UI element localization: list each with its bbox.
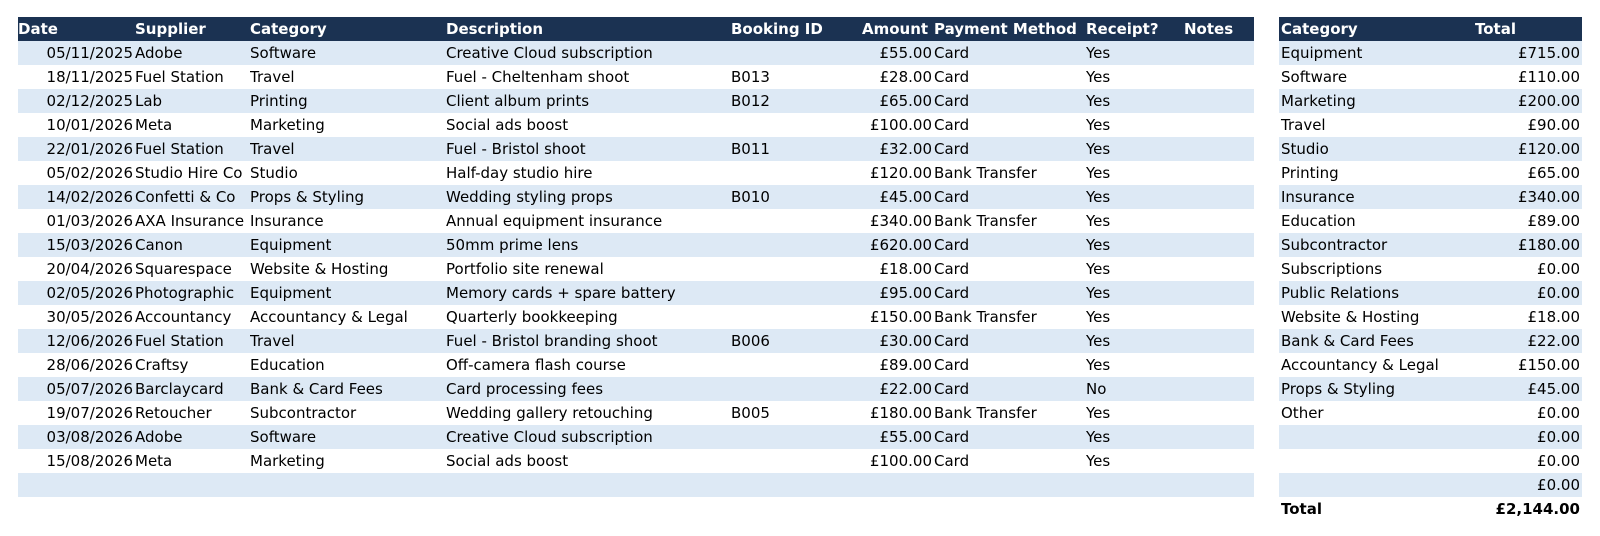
cell-date[interactable]: 28/06/2026 [46,356,133,374]
cell-description[interactable]: Creative Cloud subscription [446,44,653,62]
cell-category[interactable]: Studio [250,164,298,182]
expenses-table [18,17,1254,497]
table-row [18,137,1254,161]
table-row [18,113,1254,137]
cell-description[interactable]: Client album prints [446,92,590,110]
header-description[interactable]: Description [446,20,544,38]
cell-category[interactable]: Software [250,44,317,62]
cell-supplier[interactable]: Accountancy [135,308,232,326]
summary-cell-category[interactable]: Subcontractor [1281,236,1388,254]
summary-cell-category[interactable]: Website & Hosting [1281,308,1420,326]
table-row [18,281,1254,305]
cell-amount[interactable]: £100.00 [869,452,932,470]
cell-category[interactable]: Insurance [250,212,324,230]
cell-amount[interactable]: £22.00 [879,380,932,398]
cell-date[interactable]: 12/06/2026 [46,332,133,350]
cell-description[interactable]: Fuel - Cheltenham shoot [446,68,630,86]
cell-amount[interactable]: £45.00 [879,188,932,206]
cell-payment-method[interactable]: Card [934,236,970,254]
cell-receipt[interactable]: Yes [1086,284,1111,302]
summary-total-label[interactable]: Total [1281,500,1322,518]
summary-cell-total[interactable]: £150.00 [1517,356,1580,374]
summary-row [1279,281,1582,305]
table-row [18,401,1254,425]
summary-cell-total[interactable]: £0.00 [1537,260,1580,278]
cell-booking-id[interactable]: B010 [731,188,770,206]
cell-receipt[interactable]: Yes [1086,308,1111,326]
cell-payment-method[interactable]: Card [934,260,970,278]
cell-amount[interactable]: £89.00 [879,356,932,374]
cell-receipt[interactable]: Yes [1086,164,1111,182]
cell-category[interactable]: Props & Styling [250,188,365,206]
cell-category[interactable]: Education [250,356,325,374]
table-row [18,377,1254,401]
cell-amount[interactable]: £55.00 [879,428,932,446]
cell-payment-method[interactable]: Card [934,68,970,86]
cell-amount[interactable]: £340.00 [869,212,932,230]
cell-date[interactable]: 15/08/2026 [46,452,133,470]
category-summary-table [1279,17,1582,521]
cell-supplier[interactable]: Meta [135,116,173,134]
cell-date[interactable]: 18/11/2025 [46,68,133,86]
cell-date[interactable]: 30/05/2026 [46,308,133,326]
summary-row [1279,41,1582,65]
summary-row [1279,209,1582,233]
summary-cell-total[interactable]: £180.00 [1517,236,1580,254]
cell-amount[interactable]: £55.00 [879,44,932,62]
summary-cell-category[interactable]: Bank & Card Fees [1281,332,1414,350]
cell-receipt[interactable]: Yes [1086,188,1111,206]
cell-date[interactable]: 02/12/2025 [46,92,133,110]
table-row [18,353,1254,377]
cell-category[interactable]: Bank & Card Fees [250,380,383,398]
summary-row [1279,233,1582,257]
cell-category[interactable]: Travel [250,332,295,350]
table-row [18,257,1254,281]
cell-supplier[interactable]: AXA Insurance [135,212,245,230]
cell-supplier[interactable]: Craftsy [135,356,189,374]
table-row [18,233,1254,257]
cell-description[interactable]: Wedding gallery retouching [446,404,653,422]
cell-receipt[interactable]: Yes [1086,404,1111,422]
summary-cell-total[interactable]: £200.00 [1517,92,1580,110]
table-row [18,161,1254,185]
cell-description[interactable]: 50mm prime lens [446,236,579,254]
cell-supplier[interactable]: Adobe [135,428,183,446]
table-row [18,449,1254,473]
summary-cell-category[interactable]: Travel [1281,116,1326,134]
cell-description[interactable]: Card processing fees [446,380,604,398]
cell-receipt[interactable]: Yes [1086,212,1111,230]
cell-receipt[interactable]: Yes [1086,236,1111,254]
header-notes[interactable]: Notes [1184,20,1234,38]
cell-supplier[interactable]: Studio Hire Co [135,164,243,182]
cell-supplier[interactable]: Lab [135,92,163,110]
cell-payment-method[interactable]: Card [934,92,970,110]
cell-supplier[interactable]: Adobe [135,44,183,62]
summary-row [1279,257,1582,281]
cell-amount[interactable]: £150.00 [869,308,932,326]
cell-supplier[interactable]: Barclaycard [135,380,224,398]
summary-row [1279,377,1582,401]
cell-date[interactable]: 20/04/2026 [46,260,133,278]
cell-category[interactable]: Printing [250,92,308,110]
summary-cell-category[interactable]: Marketing [1281,92,1356,110]
cell-date[interactable]: 05/07/2026 [46,380,133,398]
cell-receipt[interactable]: Yes [1086,356,1111,374]
cell-receipt[interactable]: Yes [1086,428,1111,446]
cell-amount[interactable]: £120.00 [869,164,932,182]
cell-supplier[interactable]: Retoucher [135,404,212,422]
header-amount[interactable]: Amount [862,20,929,38]
cell-receipt[interactable]: No [1086,380,1107,398]
header-booking-id[interactable]: Booking ID [731,20,823,38]
summary-cell-total[interactable]: £65.00 [1527,164,1580,182]
summary-cell-total[interactable]: £90.00 [1527,116,1580,134]
summary-header-row [1279,17,1582,41]
cell-category[interactable]: Marketing [250,116,325,134]
summary-row [1279,161,1582,185]
cell-payment-method[interactable]: Bank Transfer [934,308,1037,326]
summary-header-category[interactable]: Category [1281,20,1358,38]
summary-cell-total[interactable]: £0.00 [1537,476,1580,494]
cell-receipt[interactable]: Yes [1086,332,1111,350]
cell-payment-method[interactable]: Card [934,140,970,158]
summary-total-row [1279,497,1582,521]
cell-payment-method[interactable]: Card [934,116,970,134]
cell-description[interactable]: Annual equipment insurance [446,212,663,230]
cell-amount[interactable]: £65.00 [879,92,932,110]
cell-amount[interactable]: £28.00 [879,68,932,86]
table-row [18,209,1254,233]
summary-row [1279,305,1582,329]
cell-date[interactable]: 05/02/2026 [46,164,133,182]
cell-payment-method[interactable]: Card [934,332,970,350]
summary-row [1279,401,1582,425]
summary-cell-category[interactable]: Education [1281,212,1356,230]
summary-row [1279,185,1582,209]
table-row [18,425,1254,449]
cell-amount[interactable]: £30.00 [879,332,932,350]
cell-description[interactable]: Off-camera flash course [446,356,626,374]
summary-cell-category[interactable]: Equipment [1281,44,1363,62]
header-payment-method[interactable]: Payment Method [934,20,1077,38]
cell-supplier[interactable]: Photographic [135,284,235,302]
cell-payment-method[interactable]: Card [934,428,970,446]
expenses-header-row [18,17,1254,41]
summary-cell-category[interactable]: Public Relations [1281,284,1400,302]
cell-supplier[interactable]: Squarespace [135,260,232,278]
header-date[interactable]: Date [18,20,58,38]
summary-row [1279,473,1582,497]
cell-payment-method[interactable]: Card [934,44,970,62]
cell-receipt[interactable]: Yes [1086,116,1111,134]
cell-amount[interactable]: £620.00 [869,236,932,254]
cell-booking-id[interactable]: B006 [731,332,770,350]
table-row [18,65,1254,89]
summary-row [1279,89,1582,113]
summary-row [1279,329,1582,353]
header-supplier[interactable]: Supplier [135,20,206,38]
summary-cell-category[interactable]: Other [1281,404,1324,422]
summary-cell-total[interactable]: £110.00 [1517,68,1580,86]
summary-cell-total[interactable]: £89.00 [1527,212,1580,230]
cell-category[interactable]: Travel [250,140,295,158]
cell-payment-method[interactable]: Bank Transfer [934,404,1037,422]
summary-cell-category[interactable]: Software [1281,68,1348,86]
table-row [18,473,1254,497]
summary-row [1279,425,1582,449]
cell-receipt[interactable]: Yes [1086,260,1111,278]
cell-description[interactable]: Social ads boost [446,116,569,134]
cell-date[interactable]: 01/03/2026 [46,212,133,230]
cell-date[interactable]: 15/03/2026 [46,236,133,254]
cell-booking-id[interactable]: B005 [731,404,770,422]
cell-date[interactable]: 22/01/2026 [46,140,133,158]
summary-cell-category[interactable]: Accountancy & Legal [1281,356,1439,374]
cell-payment-method[interactable]: Card [934,284,970,302]
cell-supplier[interactable]: Fuel Station [135,140,224,158]
summary-cell-total[interactable]: £0.00 [1537,452,1580,470]
cell-description[interactable]: Quarterly bookkeeping [446,308,618,326]
summary-cell-total[interactable]: £715.00 [1517,44,1580,62]
cell-supplier[interactable]: Meta [135,452,173,470]
summary-row [1279,137,1582,161]
cell-category[interactable]: Equipment [250,236,332,254]
summary-row [1279,353,1582,377]
cell-description[interactable]: Half-day studio hire [446,164,593,182]
cell-amount[interactable]: £32.00 [879,140,932,158]
cell-amount[interactable]: £100.00 [869,116,932,134]
cell-description[interactable]: Portfolio site renewal [446,260,604,278]
summary-cell-total[interactable]: £340.00 [1517,188,1580,206]
summary-cell-category[interactable]: Props & Styling [1281,380,1396,398]
summary-cell-total[interactable]: £0.00 [1537,428,1580,446]
cell-category[interactable]: Software [250,428,317,446]
cell-date[interactable]: 19/07/2026 [46,404,133,422]
cell-description[interactable]: Social ads boost [446,452,569,470]
cell-receipt[interactable]: Yes [1086,92,1111,110]
cell-date[interactable]: 02/05/2026 [46,284,133,302]
cell-description[interactable]: Memory cards + spare battery [446,284,676,302]
cell-booking-id[interactable]: B012 [731,92,770,110]
cell-booking-id[interactable]: B013 [731,68,770,86]
cell-category[interactable]: Website & Hosting [250,260,389,278]
cell-category[interactable]: Equipment [250,284,332,302]
table-row [18,329,1254,353]
summary-cell-category[interactable]: Studio [1281,140,1329,158]
cell-receipt[interactable]: Yes [1086,452,1111,470]
header-receipt[interactable]: Receipt? [1086,20,1159,38]
summary-header-total[interactable]: Total [1475,20,1516,38]
cell-amount[interactable]: £95.00 [879,284,932,302]
cell-receipt[interactable]: Yes [1086,140,1111,158]
cell-supplier[interactable]: Fuel Station [135,68,224,86]
cell-date[interactable]: 03/08/2026 [46,428,133,446]
summary-cell-total[interactable]: £18.00 [1527,308,1580,326]
summary-row [1279,65,1582,89]
cell-receipt[interactable]: Yes [1086,68,1111,86]
cell-receipt[interactable]: Yes [1086,44,1111,62]
cell-payment-method[interactable]: Card [934,356,970,374]
cell-description[interactable]: Wedding styling props [446,188,613,206]
cell-payment-method[interactable]: Bank Transfer [934,212,1037,230]
cell-payment-method[interactable]: Card [934,188,970,206]
cell-description[interactable]: Creative Cloud subscription [446,428,653,446]
cell-date[interactable]: 10/01/2026 [46,116,133,134]
cell-booking-id[interactable]: B011 [731,140,770,158]
summary-cell-category[interactable]: Subscriptions [1281,260,1383,278]
summary-total-value[interactable]: £2,144.00 [1495,500,1580,518]
summary-row [1279,449,1582,473]
table-row [18,89,1254,113]
cell-category[interactable]: Travel [250,68,295,86]
summary-cell-total[interactable]: £0.00 [1537,284,1580,302]
cell-supplier[interactable]: Fuel Station [135,332,224,350]
table-row [18,41,1254,65]
table-row [18,305,1254,329]
cell-supplier[interactable]: Canon [135,236,183,254]
header-category[interactable]: Category [250,20,327,38]
cell-description[interactable]: Fuel - Bristol shoot [446,140,586,158]
cell-category[interactable]: Marketing [250,452,325,470]
cell-category[interactable]: Subcontractor [250,404,357,422]
cell-payment-method[interactable]: Card [934,380,970,398]
cell-payment-method[interactable]: Card [934,452,970,470]
cell-supplier[interactable]: Confetti & Co [135,188,236,206]
cell-payment-method[interactable]: Bank Transfer [934,164,1037,182]
table-row [18,185,1254,209]
cell-amount[interactable]: £18.00 [879,260,932,278]
summary-cell-total[interactable]: £45.00 [1527,380,1580,398]
cell-date[interactable]: 05/11/2025 [46,44,133,62]
summary-cell-category[interactable]: Printing [1281,164,1339,182]
cell-date[interactable]: 14/02/2026 [46,188,133,206]
summary-cell-total[interactable]: £0.00 [1537,404,1580,422]
summary-cell-total[interactable]: £120.00 [1517,140,1580,158]
summary-cell-category[interactable]: Insurance [1281,188,1355,206]
cell-amount[interactable]: £180.00 [869,404,932,422]
summary-row [1279,113,1582,137]
cell-description[interactable]: Fuel - Bristol branding shoot [446,332,658,350]
summary-cell-total[interactable]: £22.00 [1527,332,1580,350]
cell-category[interactable]: Accountancy & Legal [250,308,408,326]
